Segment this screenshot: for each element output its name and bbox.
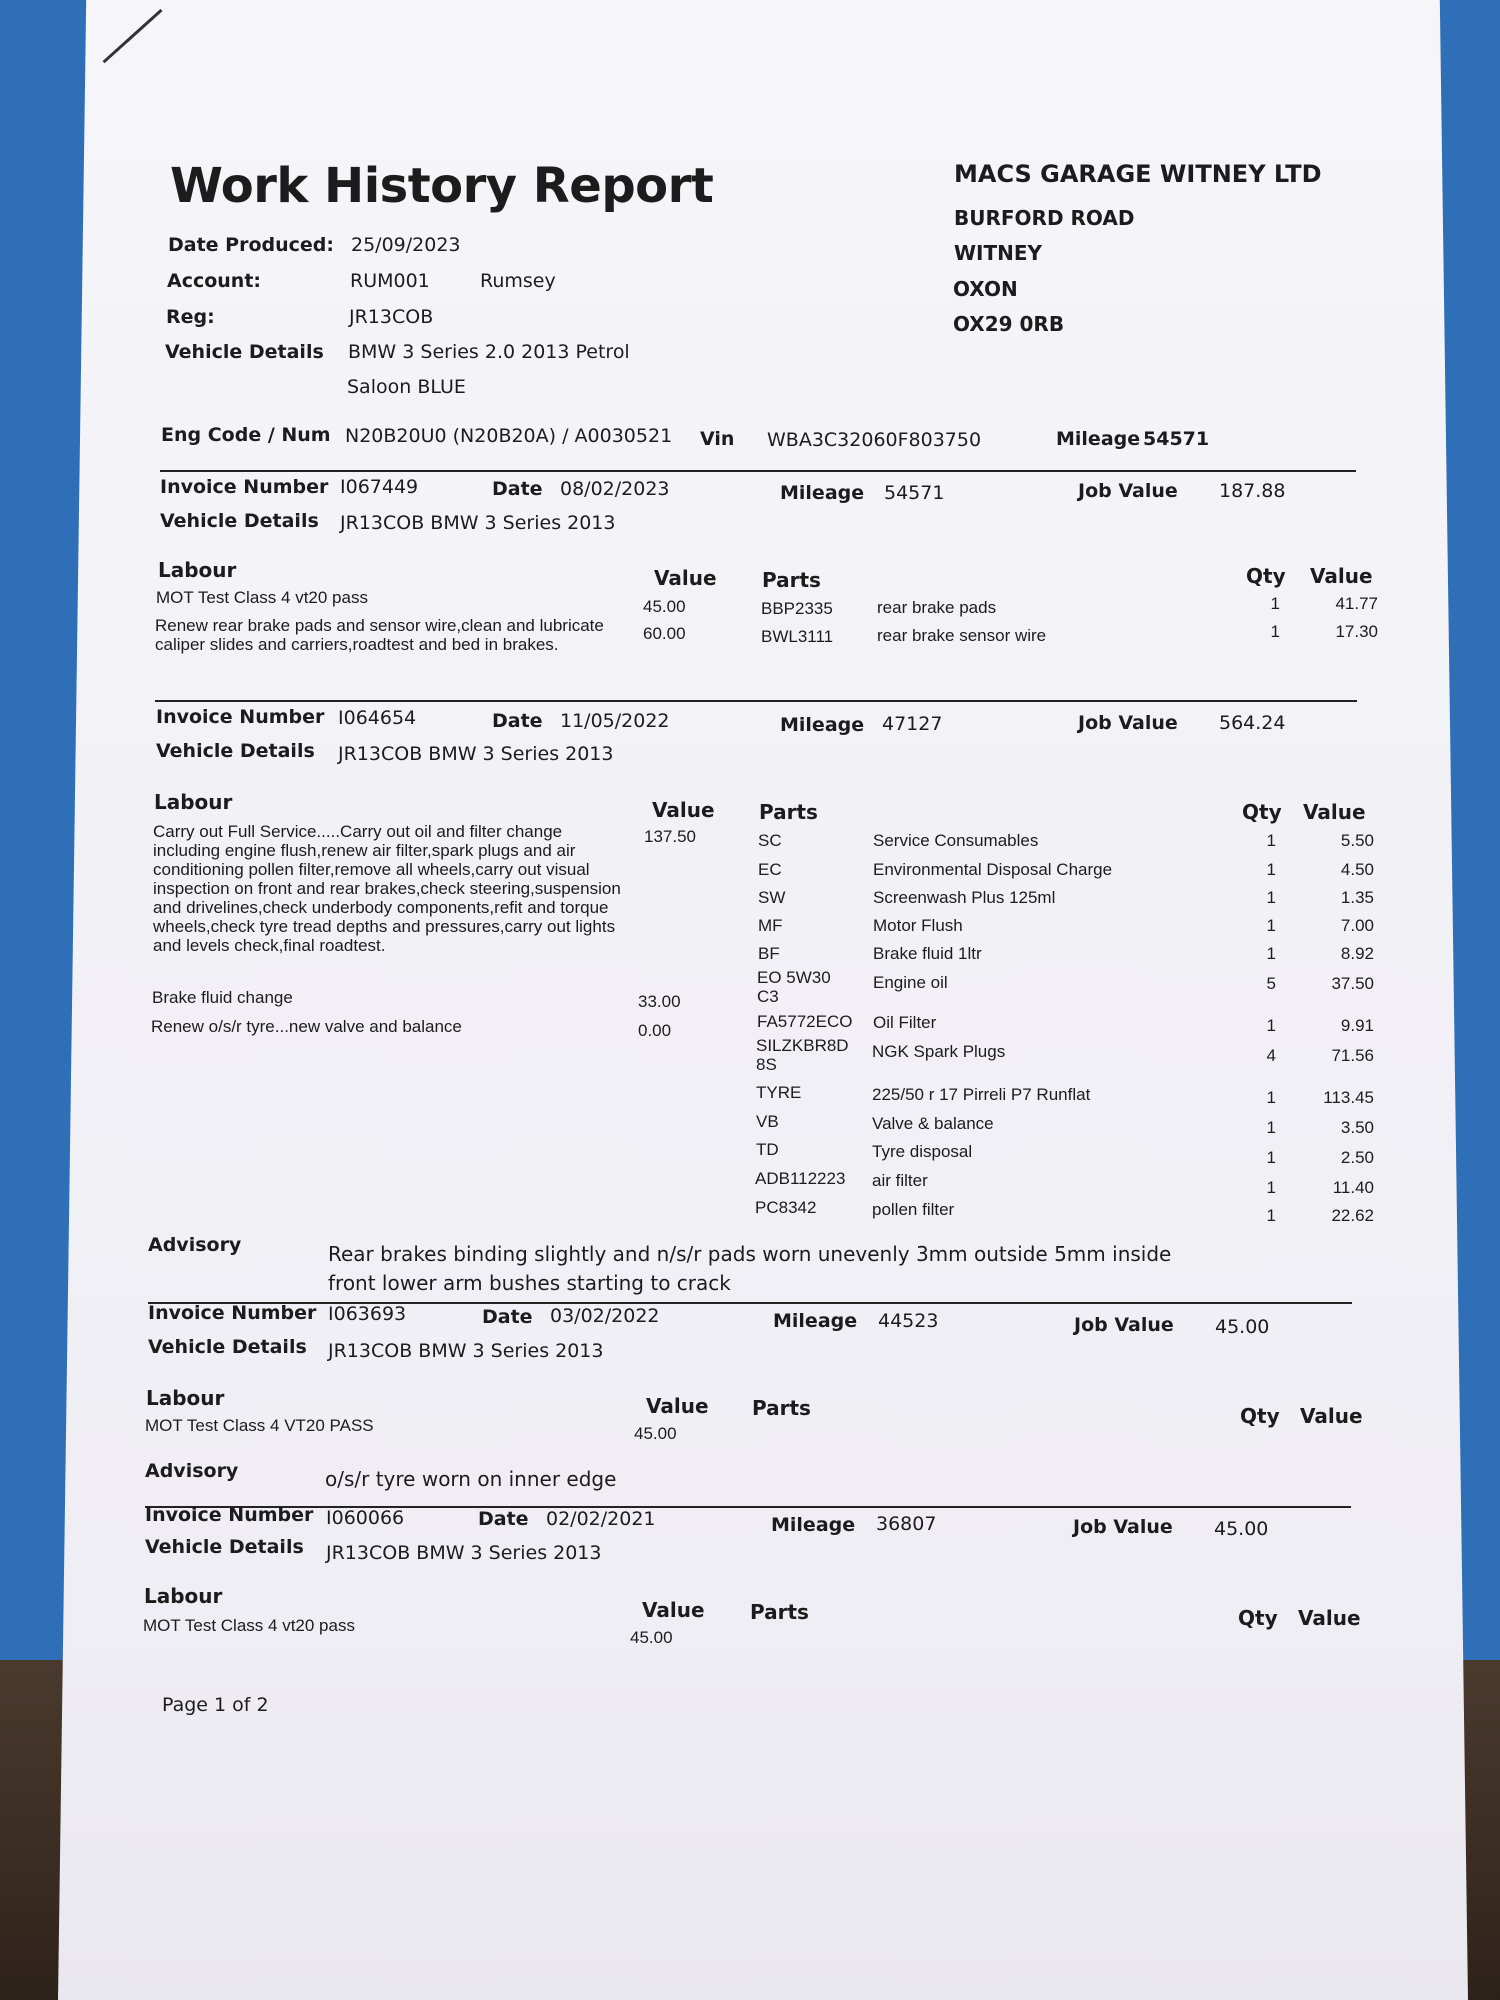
parts-heading: Parts <box>750 1600 809 1624</box>
job-value-label: Job Value <box>1074 1314 1174 1336</box>
part-qty: 1 <box>1266 944 1276 963</box>
qty-heading: Qty <box>1246 564 1286 588</box>
part-qty: 1 <box>1266 1118 1276 1137</box>
vehicle-details-value: JR13COB BMW 3 Series 2013 <box>328 1340 604 1362</box>
part-code: SC <box>758 831 782 850</box>
vehicle-details-label: Vehicle Details <box>148 1336 307 1358</box>
part-code: BBP2335 <box>761 599 833 618</box>
invoice-number-label: Invoice Number <box>145 1504 314 1526</box>
vehicle-details-label: Vehicle Details <box>145 1536 304 1558</box>
eng-code-label: Eng Code / Num <box>161 424 331 446</box>
labour-item: Brake fluid change <box>152 988 293 1007</box>
part-value: 3.50 <box>1340 1118 1374 1137</box>
part-description: air filter <box>872 1171 928 1190</box>
parts-heading: Parts <box>759 800 818 824</box>
date-produced-value: 25/09/2023 <box>351 234 461 256</box>
part-value: 9.91 <box>1340 1016 1374 1035</box>
invoice-date-label: Date <box>478 1508 529 1530</box>
part-code: SW <box>758 888 786 907</box>
labour-value: 33.00 <box>638 992 681 1011</box>
invoice-mileage-value: 54571 <box>884 482 945 504</box>
part-description: 225/50 r 17 Pirreli P7 Runflat <box>872 1085 1091 1104</box>
vehicle-details-label: Vehicle Details <box>156 740 315 762</box>
labour-value-heading: Value <box>654 566 717 590</box>
invoice-number-value: I067449 <box>340 476 419 498</box>
part-qty: 1 <box>1266 916 1276 935</box>
invoice-date-value: 02/02/2021 <box>546 1508 656 1530</box>
part-qty: 1 <box>1266 831 1276 850</box>
header-mileage-value: 54571 <box>1143 428 1210 450</box>
vehicle-details-label: Vehicle Details <box>160 510 319 532</box>
invoice-number-label: Invoice Number <box>148 1302 317 1324</box>
date-produced-label: Date Produced: <box>168 234 334 256</box>
labour-heading: Labour <box>154 790 233 814</box>
part-description: Screenwash Plus 125ml <box>873 888 1056 907</box>
part-description: Oil Filter <box>873 1013 937 1032</box>
part-description: Environmental Disposal Charge <box>873 860 1113 879</box>
labour-value: 45.00 <box>630 1628 673 1647</box>
invoice-mileage-value: 47127 <box>882 713 943 735</box>
invoice-number-label: Invoice Number <box>160 476 329 498</box>
parts-heading: Parts <box>762 568 821 592</box>
labour-value-heading: Value <box>642 1598 705 1622</box>
vin-label: Vin <box>700 428 735 450</box>
labour-item: MOT Test Class 4 vt20 pass <box>156 588 368 607</box>
part-value: 41.77 <box>1335 594 1378 613</box>
invoice-date-value: 03/02/2022 <box>550 1305 660 1327</box>
company-address-line2: WITNEY <box>954 241 1043 265</box>
part-value: 37.50 <box>1331 974 1374 993</box>
part-code: TYRE <box>756 1083 802 1102</box>
invoice-number-label: Invoice Number <box>156 706 325 728</box>
part-description: NGK Spark Plugs <box>872 1042 1006 1061</box>
part-qty: 1 <box>1266 1016 1276 1035</box>
vehicle-details-value: JR13COB BMW 3 Series 2013 <box>340 512 616 534</box>
labour-item: Carry out Full Service.....Carry out oil and filter change including engine flush,renew air filter,spark plugs and air conditioning pollen filter,remove all wheels,carry out visual inspection on front and rear brakes,check steering,suspension and drivelines,check underbody components,refit and torque wheels,check tyre tread depths and pressures,carry out lights and levels check,final roadtest. <box>153 822 621 955</box>
vin-value: WBA3C32060F803750 <box>767 429 982 451</box>
part-code: SILZKBR8D 8S <box>756 1036 849 1074</box>
job-value-amount: 187.88 <box>1219 480 1286 502</box>
invoice-number-value: I064654 <box>338 707 417 729</box>
labour-value: 45.00 <box>634 1424 677 1443</box>
qty-heading: Qty <box>1238 1606 1278 1630</box>
part-value: 1.35 <box>1340 888 1374 907</box>
job-value-label: Job Value <box>1073 1516 1173 1538</box>
labour-value: 0.00 <box>638 1021 672 1040</box>
part-code: ADB112223 <box>755 1169 846 1188</box>
labour-heading: Labour <box>144 1584 223 1608</box>
part-code: VB <box>756 1112 779 1131</box>
part-value: 71.56 <box>1331 1046 1374 1065</box>
parts-value-heading: Value <box>1303 800 1366 824</box>
invoice-date-value: 11/05/2022 <box>560 710 670 732</box>
vehicle-details-label: Vehicle Details <box>165 341 324 363</box>
invoice-divider <box>155 700 1357 702</box>
vehicle-details-value: JR13COB BMW 3 Series 2013 <box>326 1542 602 1564</box>
invoice-number-value: I063693 <box>328 1303 407 1325</box>
part-description: rear brake pads <box>877 598 997 617</box>
part-qty: 1 <box>1270 622 1280 641</box>
part-value: 7.00 <box>1340 916 1374 935</box>
part-code: BWL3111 <box>761 627 834 646</box>
part-qty: 1 <box>1266 860 1276 879</box>
part-value: 113.45 <box>1323 1088 1374 1107</box>
part-code: BF <box>758 944 780 963</box>
page-title: Work History Report <box>170 158 714 214</box>
labour-value: 60.00 <box>643 624 686 643</box>
qty-heading: Qty <box>1242 800 1282 824</box>
company-address-line3: OXON <box>953 277 1018 301</box>
part-value: 17.30 <box>1335 622 1378 641</box>
part-value: 22.62 <box>1331 1206 1374 1225</box>
job-value-amount: 45.00 <box>1214 1518 1269 1540</box>
parts-value-heading: Value <box>1298 1606 1361 1630</box>
labour-item: Renew o/s/r tyre...new valve and balance <box>151 1017 462 1036</box>
reg-value: JR13COB <box>349 306 434 328</box>
part-code: MF <box>758 916 783 935</box>
invoice-number-value: I060066 <box>326 1507 405 1529</box>
parts-value-heading: Value <box>1310 564 1373 588</box>
part-qty: 1 <box>1266 888 1276 907</box>
labour-value: 137.50 <box>644 827 696 846</box>
labour-value-heading: Value <box>646 1394 709 1418</box>
header-mileage-label: Mileage <box>1056 428 1141 450</box>
job-value-amount: 45.00 <box>1215 1316 1270 1338</box>
parts-heading: Parts <box>752 1396 811 1420</box>
part-qty: 1 <box>1266 1088 1276 1107</box>
company-address-line1: BURFORD ROAD <box>954 206 1135 230</box>
part-code: TD <box>756 1140 779 1159</box>
labour-value: 45.00 <box>643 597 686 616</box>
labour-item: MOT Test Class 4 VT20 PASS <box>145 1416 374 1435</box>
account-code: RUM001 <box>350 270 430 292</box>
invoice-mileage-value: 44523 <box>878 1310 939 1332</box>
part-qty: 1 <box>1266 1178 1276 1197</box>
part-code: EC <box>758 860 782 879</box>
invoice-mileage-label: Mileage <box>773 1310 858 1332</box>
part-value: 11.40 <box>1332 1178 1374 1197</box>
invoice-date-label: Date <box>482 1306 533 1328</box>
invoice-mileage-label: Mileage <box>780 482 865 504</box>
invoice-date-value: 08/02/2023 <box>560 478 670 500</box>
invoice-mileage-label: Mileage <box>780 714 865 736</box>
part-value: 8.92 <box>1340 944 1374 963</box>
invoice-date-label: Date <box>492 478 543 500</box>
page-number: Page 1 of 2 <box>162 1694 269 1716</box>
invoice-mileage-value: 36807 <box>876 1513 937 1535</box>
qty-heading: Qty <box>1240 1404 1280 1428</box>
part-value: 2.50 <box>1340 1148 1374 1167</box>
labour-item: Renew rear brake pads and sensor wire,clean and lubricate caliper slides and carriers,roadtest and bed in brakes. <box>155 616 604 654</box>
part-description: Engine oil <box>873 973 948 992</box>
invoice-divider <box>160 470 1356 472</box>
advisory-text <box>325 1465 1225 1494</box>
part-value: 5.50 <box>1340 831 1374 850</box>
eng-code-value: N20B20U0 (N20B20A) / A0030521 <box>345 425 673 447</box>
advisory-line: front lower arm bushes starting to crack <box>328 1271 731 1295</box>
advisory-label: Advisory <box>145 1460 239 1482</box>
invoice-date-label: Date <box>492 710 543 732</box>
account-name: Rumsey <box>480 270 556 292</box>
part-qty: 4 <box>1266 1046 1276 1065</box>
part-qty: 5 <box>1266 974 1276 993</box>
part-qty: 1 <box>1266 1148 1276 1167</box>
reg-label: Reg: <box>166 306 215 328</box>
part-description: Service Consumables <box>873 831 1039 850</box>
advisory-text <box>328 1240 1328 1298</box>
part-qty: 1 <box>1270 594 1280 613</box>
part-description: Valve & balance <box>872 1114 994 1133</box>
labour-value-heading: Value <box>652 798 715 822</box>
vehicle-details-line2: Saloon BLUE <box>347 376 466 398</box>
job-value-label: Job Value <box>1078 712 1178 734</box>
part-qty: 1 <box>1266 1206 1276 1225</box>
advisory-line: o/s/r tyre worn on inner edge <box>325 1467 617 1491</box>
advisory-line: Rear brakes binding slightly and n/s/r pads worn unevenly 3mm outside 5mm inside <box>328 1242 1172 1266</box>
part-description: Brake fluid 1ltr <box>873 944 982 963</box>
job-value-amount: 564.24 <box>1219 712 1286 734</box>
part-description: rear brake sensor wire <box>877 626 1047 645</box>
part-code: FA5772ECO <box>757 1012 853 1031</box>
labour-item: MOT Test Class 4 vt20 pass <box>143 1616 355 1635</box>
company-name: MACS GARAGE WITNEY LTD <box>954 160 1322 188</box>
vehicle-details-line1: BMW 3 Series 2.0 2013 Petrol <box>348 341 630 363</box>
part-value: 4.50 <box>1340 860 1374 879</box>
company-address-line4: OX29 0RB <box>953 312 1065 336</box>
part-code: EO 5W30 C3 <box>757 968 831 1006</box>
job-value-label: Job Value <box>1078 480 1178 502</box>
parts-value-heading: Value <box>1300 1404 1363 1428</box>
part-description: Tyre disposal <box>872 1142 973 1161</box>
pen-mark <box>103 9 163 63</box>
account-label: Account: <box>167 270 262 292</box>
invoice-mileage-label: Mileage <box>771 1514 856 1536</box>
part-description: Motor Flush <box>873 916 963 935</box>
part-code: PC8342 <box>755 1198 817 1217</box>
labour-heading: Labour <box>146 1386 225 1410</box>
labour-heading: Labour <box>158 558 237 582</box>
advisory-label: Advisory <box>148 1234 242 1256</box>
vehicle-details-value: JR13COB BMW 3 Series 2013 <box>338 743 614 765</box>
part-description: pollen filter <box>872 1200 955 1219</box>
